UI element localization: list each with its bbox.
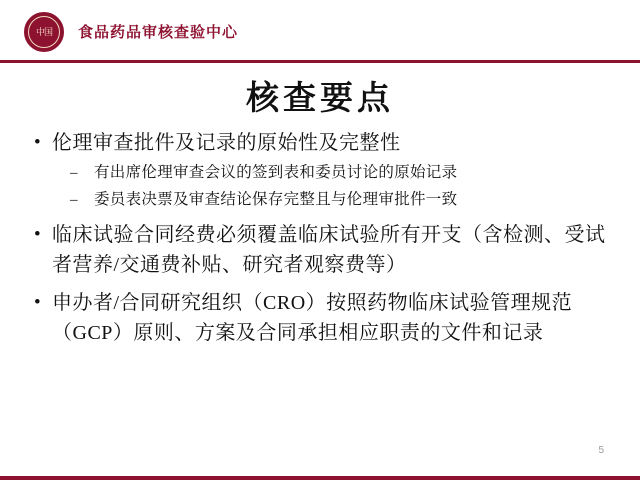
bullet-icon: • (34, 224, 41, 245)
list-item (26, 288, 618, 348)
slide-body (26, 128, 618, 350)
list-item-text: 申办者/合同研究组织（CRO）按照药物临床试验管理规范（GCP）原则、方案及合同承担相应职责的文件和记录 (52, 292, 573, 344)
header-divider (0, 60, 640, 63)
bullet-icon: • (34, 292, 41, 313)
organization-name: 食品药品审核查验中心 (78, 24, 239, 41)
bullet-icon: • (34, 132, 41, 153)
footer-divider (0, 476, 640, 480)
list-item-text: 伦理审查批件及记录的原始性及完整性 (52, 132, 401, 154)
dash-bullet-icon: – (70, 165, 78, 181)
logo-inner-seal: 中国 (28, 16, 60, 48)
dash-bullet-icon: – (70, 192, 78, 208)
list-item-text: 有出席伦理审查会议的签到表和委员讨论的原始记录 (94, 164, 458, 181)
list-item (70, 160, 618, 186)
list-item (26, 128, 618, 158)
list-item-text: 委员表决票及审查结论保存完整且与伦理审批件一致 (94, 191, 458, 208)
list-item (26, 220, 618, 280)
list-item-text: 临床试验合同经费必须覆盖临床试验所有开支（含检测、受试者营养/交通费补贴、研究者观察费等） (52, 224, 606, 276)
organization-logo-icon (24, 12, 64, 52)
slide-header (0, 0, 640, 62)
page-number: 5 (598, 445, 604, 456)
list-item (70, 187, 618, 213)
page-title: 核查要点 (246, 81, 394, 117)
